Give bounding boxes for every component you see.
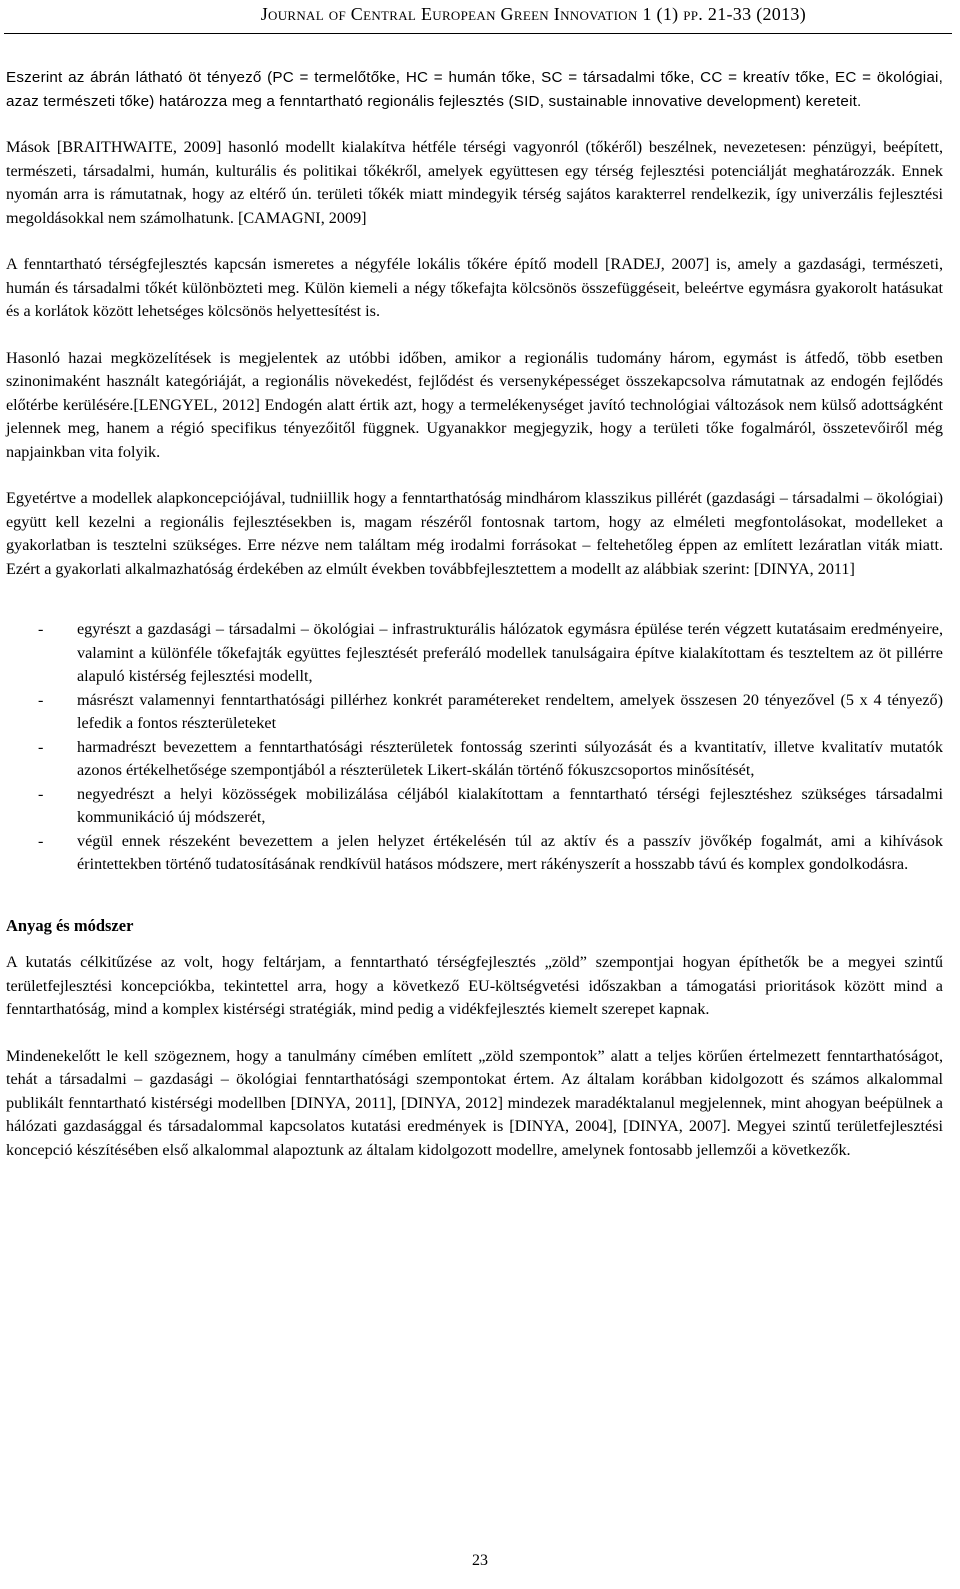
list-item xyxy=(6,618,943,689)
list-item-text: másrészt valamennyi fenntarthatósági pillérhez konkrét paramétereket rendeltem, amelyek összesen 20 tényezővel (5 x 4 tényező) lefedik a fontos részterületeket xyxy=(77,690,943,732)
list-dash: - xyxy=(38,690,44,709)
dash-list xyxy=(6,618,943,877)
list-item-text: végül ennek részeként bevezettem a jelen helyzet értékelésén túl az aktív és a passzív jövőkép fogalmát, ami a kihívások érintettekben történő tudatosításának rendkívül hatásos módszere, mert rákényszerít a hosszabb távú és komplex gondolkodásra. xyxy=(77,831,943,873)
list-item xyxy=(6,689,943,736)
list-item-text: harmadrészt bevezettem a fenntarthatósági részterületek fontosság szerinti súlyozását és a kvantitatív, illetve kvalitatív mutatók azonos értékelhetősége szempontjából a részterületek Likert-skálán történő fókuszcsoportos minősítését, xyxy=(77,737,943,779)
section-heading: Anyag és módszer xyxy=(6,915,134,935)
list-item xyxy=(6,783,943,830)
list-item xyxy=(6,736,943,783)
paragraph-2: Mások [BRAITHWAITE, 2009] hasonló modellt kialakítva hétféle térségi vagyonról (tőkéről) beszélnek, nevezetesen: pénzügyi, beépített, természeti, társadalmi, humán, kulturális és politikai tőkékről, amelyek együttesen egy térség fejlesztési potenciálját meghatározzák. Ennek nyomán arra is rámutatnak, hogy az eltérő ún. területi tőkék miatt mindegyik térség sajátos karakterrel rendelkezik, így univerzális fejlesztési megoldásokkal nem számolhatunk. [CAMAGNI, 2009] xyxy=(6,138,943,227)
paragraph-1: Eszerint az ábrán látható öt tényező (PC = termelőtőke, HC = humán tőke, SC = társadalmi tőke, CC = kreatív tőke, EC = ökológiai, azaz természeti tőke) határozza meg a fenntartható regionális fejlesztés (SID, sustainable innovative development) kereteit. xyxy=(6,69,943,110)
journal-title: Journal of Central European Green Innovation 1 (1) pp. 21-33 (2013) xyxy=(260,4,806,24)
header-rule xyxy=(4,33,952,34)
list-item-text: negyedrészt a helyi közösségek mobilizálása céljából kialakítottam a fenntartható térségi fejlesztéshez szükséges társadalmi kommunikáció új módszerét, xyxy=(77,784,943,826)
list-dash: - xyxy=(38,620,44,638)
list-item xyxy=(6,830,943,877)
page-number: 23 xyxy=(472,1552,488,1569)
list-dash: - xyxy=(38,831,44,850)
body-text xyxy=(6,66,943,1162)
running-header xyxy=(0,4,960,25)
paragraph-6: A kutatás célkitűzése az volt, hogy feltárjam, a fenntartható térségfejlesztés „zöld” szempontjai hogyan építhetők be a megyei szintű területfejlesztési koncepciókba, tekintettel arra, hogy a következő EU-költségvetési időszakban a támogatási prioritások között mind a fenntarthatóság, mind a komplex kistérségi stratégiák, mind pedig a vidékfejlesztés kiemelt szerepet kapnak. xyxy=(6,953,943,1018)
paragraph-3: A fenntartható térségfejlesztés kapcsán ismeretes a négyféle lokális tőkére építő modell [RADEJ, 2007] is, amely a gazdasági, természeti, humán és társadalmi tőkét különbözteti meg. Külön kiemeli a négy tőkefajta kölcsönös összefüggéseit, beleértve egymásra gyakorolt hatásukat és a korlátok között lehetséges kölcsönös helyettesítést is. xyxy=(6,255,943,320)
list-dash: - xyxy=(38,784,44,803)
list-dash: - xyxy=(38,737,44,756)
paragraph-5: Egyetértve a modellek alapkoncepciójával, tudniillik hogy a fenntarthatóság mindhárom klasszikus pillérét (gazdasági – társadalmi – ökológiai) együtt kell kezelni a regionális fejlesztésekben is, magam részéről fontosnak tartom, hogy az elméleti megfontolásokat, modelleket a gyakorlatban is tesztelni szükséges. Erre nézve nem találtam még irodalmi forrásokat – feltehetőleg éppen az említett lezáratlan viták miatt. Ezért a gyakorlati alkalmazhatóság érdekében az elmúlt években továbbfejlesztettem a modellt az alábbiak szerint: [DINYA, 2011] xyxy=(6,489,943,578)
paragraph-7: Mindenekelőtt le kell szögeznem, hogy a tanulmány címében említett „zöld szempontok” alatt a teljes körűen értelmezett fenntarthatóságot, tehát a társadalmi – gazdasági – ökológiai fenntarthatósági szempontokat értem. Az általam korábban kidolgozott és számos alkalommal publikált fenntartható kistérségi modellben [DINYA, 2011], [DINYA, 2012] mindezek maradéktalanul megjelennek, mint ahogyan beépülnek a hálózati gazdasággal és társadalommal kapcsolatos kutatási eredmények is [DINYA, 2004], [DINYA, 2007]. Megyei szintű területfejlesztési koncepció készítésében első alkalommal alapoztunk az általam kidolgozott modellre, amelynek fontosabb jellemzői a következők. xyxy=(6,1046,943,1159)
list-item-text: egyrészt a gazdasági – társadalmi – ökológiai – infrastrukturális hálózatok egymásra épülése terén végzett kutatásaim eredményeire, valamint a különféle tőkefajták együttes fejlesztését preferáló modellek tanulságaira építve kialakítottam és teszteltem az öt pillérre alapuló kistérség fejlesztési modellt, xyxy=(77,620,943,685)
paragraph-4: Hasonló hazai megközelítések is megjelentek az utóbbi időben, amikor a regionális tudomány három, egymást is átfedő, több esetben szinonimaként használt kategóriáját, a regionális növekedést, fejlődést és versenyképességet összekapcsolva rámutatnak az endogén fejlődés előtérbe kerülésére.[LENGYEL, 2012] Endogén alatt értik azt, hogy a termelékenységet javító technológiai változások nem külső adottságként jelennek meg, hanem a régió specifikus tényezőitől függnek. Ugyanakkor megjegyzik, hogy a területi tőke fogalmáról, összetevőiről még napjainkban vita folyik. xyxy=(6,348,943,461)
